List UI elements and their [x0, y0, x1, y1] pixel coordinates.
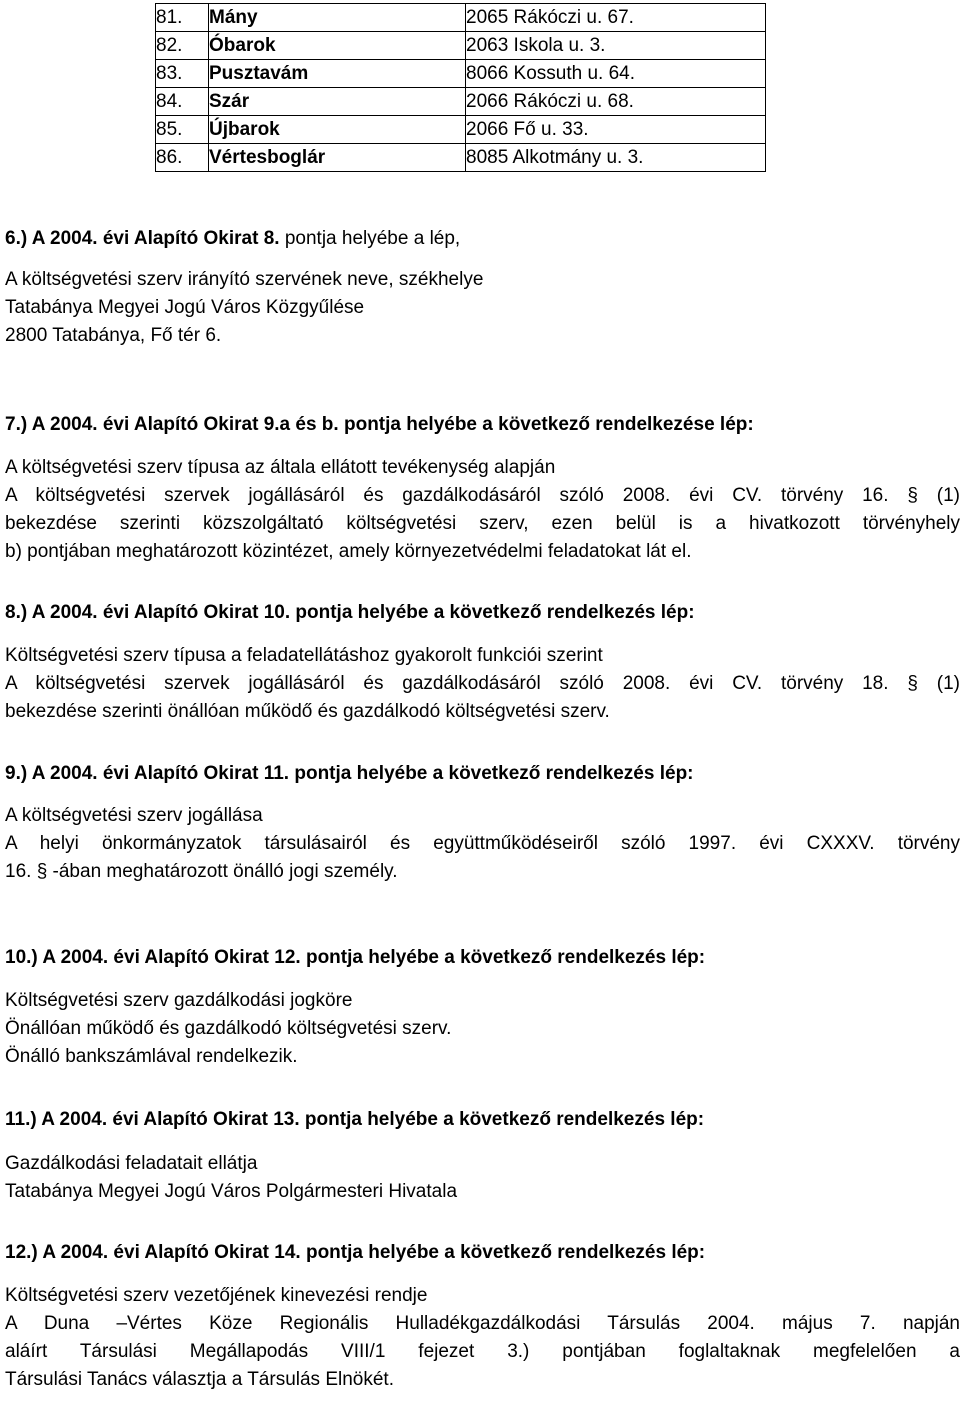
heading-rest: pontja helyébe a lép,	[279, 228, 461, 249]
section-line: Tatabánya Megyei Jogú Város Polgármesteri Hivatala	[5, 1181, 458, 1202]
section-line: Költségvetési szerv típusa a feladatellátáshoz gyakorolt funkciói szerint	[5, 645, 603, 666]
section-line: A költségvetési szervek jogállásáról és gazdálkodásáról szóló 2008. évi CV. törvény 18. § (1)	[5, 673, 960, 694]
row-name: Pusztavám	[209, 60, 466, 88]
section-line: b) pontjában meghatározott közintézet, amely környezetvédelmi feladatokat lát el.	[5, 541, 692, 562]
row-name: Szár	[209, 88, 466, 116]
section-heading: 8.) A 2004. évi Alapító Okirat 10. pontja helyébe a következő rendelkezés lép:	[5, 602, 695, 623]
section-line: Gazdálkodási feladatait ellátja	[5, 1153, 258, 1174]
section-line: Költségvetési szerv vezetőjének kinevezési rendje	[5, 1285, 428, 1306]
table-row	[156, 32, 766, 60]
table-row	[156, 144, 766, 172]
section-6	[5, 225, 960, 350]
section-heading: 12.) A 2004. évi Alapító Okirat 14. pontja helyébe a következő rendelkezés lép:	[5, 1242, 706, 1263]
row-number: 83.	[156, 60, 209, 88]
table-row	[156, 116, 766, 144]
row-number: 81.	[156, 4, 209, 32]
row-address: 2066 Fő u. 33.	[466, 116, 766, 144]
row-number: 84.	[156, 88, 209, 116]
section-line: A költségvetési szerv jogállása	[5, 805, 263, 826]
section-7	[5, 411, 960, 566]
section-heading: 9.) A 2004. évi Alapító Okirat 11. pontja helyébe a következő rendelkezés lép:	[5, 763, 694, 784]
section-10	[5, 944, 960, 1071]
row-name: Újbarok	[209, 116, 466, 144]
section-line: bekezdése szerinti önállóan működő és gazdálkodó költségvetési szerv.	[5, 701, 610, 722]
row-name: Óbarok	[209, 32, 466, 60]
section-line: A költségvetési szerv irányító szervének neve, székhelye	[5, 269, 484, 290]
table-row	[156, 4, 766, 32]
section-heading: 7.) A 2004. évi Alapító Okirat 9.a és b. pontja helyébe a következő rendelkezése lép:	[5, 414, 754, 435]
row-number: 82.	[156, 32, 209, 60]
row-name: Mány	[209, 4, 466, 32]
table-row	[156, 60, 766, 88]
section-line: Társulási Tanács választja a Társulás Elnökét.	[5, 1369, 394, 1390]
section-heading	[5, 225, 960, 253]
section-line: Költségvetési szerv gazdálkodási jogköre	[5, 990, 353, 1011]
row-address: 2066 Rákóczi u. 68.	[466, 88, 766, 116]
section-line: A Duna –Vértes Köze Regionális Hulladékgazdálkodási Társulás 2004. május 7. napján	[5, 1313, 960, 1334]
section-line: Önállóan működő és gazdálkodó költségvetési szerv.	[5, 1018, 452, 1039]
row-address: 8066 Kossuth u. 64.	[466, 60, 766, 88]
section-12	[5, 1239, 960, 1394]
section-heading: 10.) A 2004. évi Alapító Okirat 12. pontja helyébe a következő rendelkezés lép:	[5, 947, 706, 968]
row-address: 2065 Rákóczi u. 67.	[466, 4, 766, 32]
row-address: 2063 Iskola u. 3.	[466, 32, 766, 60]
section-line: A költségvetési szervek jogállásáról és gazdálkodásáról szóló 2008. évi CV. törvény 16. § (1)	[5, 485, 960, 506]
section-line: A helyi önkormányzatok társulásairól és együttműködéseiről szóló 1997. évi CXXXV. törvény	[5, 833, 960, 854]
municipality-table	[155, 3, 766, 172]
section-8	[5, 599, 960, 726]
section-line: 16. § -ában meghatározott önálló jogi személy.	[5, 861, 398, 882]
section-line: Tatabánya Megyei Jogú Város Közgyűlése	[5, 297, 365, 318]
table-row	[156, 88, 766, 116]
section-line: A költségvetési szerv típusa az általa ellátott tevékenység alapján	[5, 457, 556, 478]
row-address: 8085 Alkotmány u. 3.	[466, 144, 766, 172]
section-heading: 11.) A 2004. évi Alapító Okirat 13. pontja helyébe a következő rendelkezés lép:	[5, 1109, 705, 1130]
row-number: 86.	[156, 144, 209, 172]
row-name: Vértesboglár	[209, 144, 466, 172]
section-line: Önálló bankszámlával rendelkezik.	[5, 1046, 298, 1067]
section-line: aláírt Társulási Megállapodás VIII/1 fejezet 3.) pontjában foglaltaknak megfelelően a	[5, 1341, 960, 1362]
section-line: 2800 Tatabánya, Fő tér 6.	[5, 325, 222, 346]
section-line: bekezdése szerinti közszolgáltató költségvetési szerv, ezen belül is a hivatkozott törvényhely	[5, 513, 960, 534]
section-9	[5, 760, 960, 886]
heading-bold: 6.) A 2004. évi Alapító Okirat 8.	[5, 228, 280, 249]
section-11	[5, 1106, 960, 1206]
row-number: 85.	[156, 116, 209, 144]
